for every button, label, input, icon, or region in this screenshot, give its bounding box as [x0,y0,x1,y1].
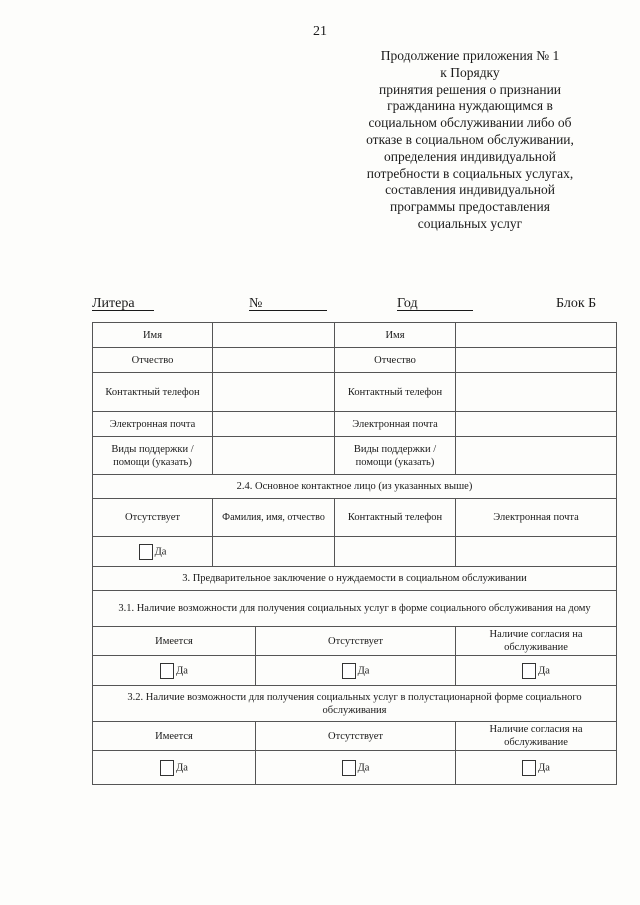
phone-value-right[interactable] [456,373,617,412]
consent-cell [456,751,617,785]
support-label-right: Виды поддержки / помощи (указать) [335,437,456,475]
patronymic-label-left: Отчество [93,348,213,373]
year-label: Год [397,296,418,311]
table-row [93,475,617,499]
section-3-title: 3. Предварительное заключение о нуждаемости в социальном обслуживании [93,567,617,591]
yes-label: Да [538,762,550,773]
appendix-line: определения индивидуальной [384,148,556,164]
appendix-line: социальном обслуживании либо об [368,115,572,131]
col-phone: Контактный телефон [335,499,456,537]
litera-blank[interactable] [92,296,154,311]
litera-label: Литера [92,296,135,311]
appendix-line: составления индивидуальной [385,182,555,198]
appendix-line: отказе в социальном обслуживании, [366,131,574,147]
col-has: Имеется [93,627,256,656]
appendix-line: программы предоставления [390,199,550,215]
table-row [93,537,617,567]
name-label-right: Имя [335,323,456,348]
name-label-left: Имя [93,323,213,348]
appendix-line: социальных услуг [417,215,523,231]
year-blank[interactable] [397,296,473,311]
col-absent: Отсутствует [256,722,456,751]
support-label-left: Виды поддержки / помощи (указать) [93,437,213,475]
consent-checkbox[interactable] [522,760,536,776]
has-cell [93,751,256,785]
appendix-line: Продолжение приложения № 1 [380,48,560,63]
table-row [93,412,617,437]
absent-cell [256,656,456,686]
form-header [92,296,614,316]
yes-label: Да [538,665,550,676]
col-fio: Фамилия, имя, отчество [213,499,335,537]
yes-label: Да [357,665,370,676]
table-row [93,323,617,348]
table-row [93,591,617,627]
patronymic-value-left[interactable] [213,348,335,373]
table-row [93,437,617,475]
table-row [93,627,617,656]
appendix-note [340,48,600,233]
consent-cell [456,656,617,686]
col-consent: Наличие согласия на обслуживание [456,722,617,751]
section-2-4-title: 2.4. Основное контактное лицо (из указанных выше) [93,475,617,499]
table-row [93,373,617,412]
absent-checkbox[interactable] [342,663,356,679]
page-number: 21 [313,24,327,39]
table-row [93,686,617,722]
email-label-left: Электронная почта [93,412,213,437]
col-has: Имеется [93,722,256,751]
table-row [93,348,617,373]
support-value-right[interactable] [456,437,617,475]
number-label: № [249,296,263,311]
support-value-left[interactable] [213,437,335,475]
appendix-line: потребности в социальных услугах, [366,165,574,181]
table-row [93,499,617,537]
has-checkbox[interactable] [160,760,174,776]
phone-value[interactable] [335,537,456,567]
col-email: Электронная почта [456,499,617,537]
email-label-right: Электронная почта [335,412,456,437]
absent-checkbox[interactable] [342,760,356,776]
name-value-left[interactable] [213,323,335,348]
email-value-left[interactable] [213,412,335,437]
col-absent: Отсутствует [256,627,456,656]
col-absent: Отсутствует [93,499,213,537]
assessment-table [92,322,617,785]
yes-label: Да [176,665,188,676]
block-label: Блок Б [556,296,597,311]
phone-label-left: Контактный телефон [93,373,213,412]
phone-label-right: Контактный телефон [335,373,456,412]
consent-checkbox[interactable] [522,663,536,679]
table-row [93,656,617,686]
patronymic-label-right: Отчество [335,348,456,373]
patronymic-value-right[interactable] [456,348,617,373]
table-row [93,567,617,591]
fio-value[interactable] [213,537,335,567]
email-value[interactable] [456,537,617,567]
absent-cell [93,537,213,567]
absent-yes-label: Да [154,546,167,557]
has-cell [93,656,256,686]
phone-value-left[interactable] [213,373,335,412]
table-row [93,751,617,785]
col-consent: Наличие согласия на обслуживание [456,627,617,656]
appendix-line: гражданина нуждающимся в [387,98,553,114]
yes-label: Да [357,762,370,773]
section-3-2-title: 3.2. Наличие возможности для получения социальных услуг в полустационарной форме социального обслуживания [93,686,617,722]
appendix-line: к Порядку [440,64,500,80]
number-blank[interactable] [249,296,327,311]
name-value-right[interactable] [456,323,617,348]
absent-checkbox[interactable] [139,544,153,560]
table-row [93,722,617,751]
appendix-line: принятия решения о признании [378,81,562,97]
section-3-1-title: 3.1. Наличие возможности для получения социальных услуг в форме социального обслуживания на дому [93,591,617,627]
has-checkbox[interactable] [160,663,174,679]
absent-cell [256,751,456,785]
yes-label: Да [176,762,188,773]
email-value-right[interactable] [456,412,617,437]
